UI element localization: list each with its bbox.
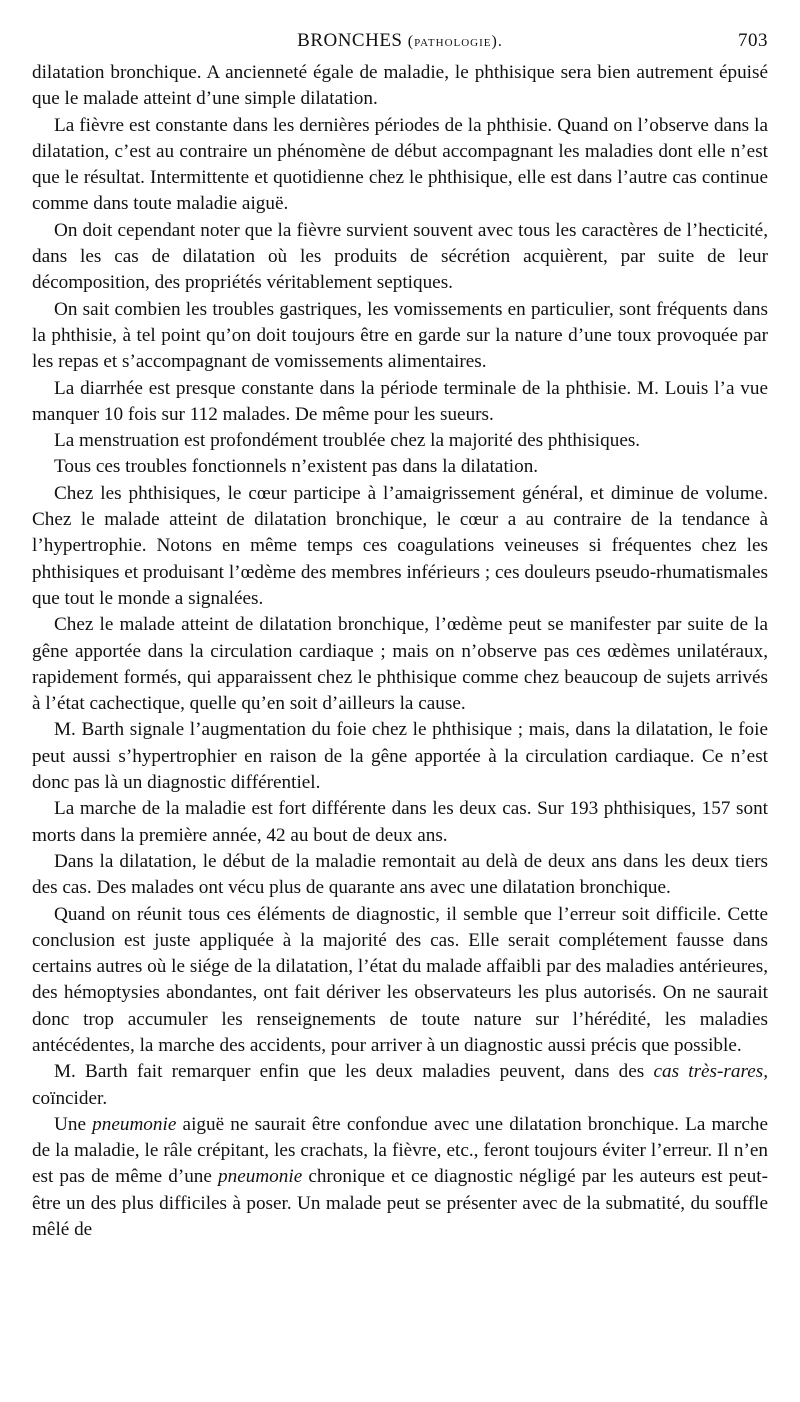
paragraph: Dans la dilatation, le début de la maladie remontait au delà de deux ans dans les deux tiers des cas. Des malades ont vécu plus de quarante ans avec une dilatation bronchique.: [32, 850, 768, 899]
paragraph-barth: [32, 1059, 768, 1112]
italic-run: pneumonie: [218, 1166, 303, 1188]
body-text: [32, 60, 768, 1243]
running-title: [32, 30, 768, 52]
paragraph: dilatation bronchique. A ancienneté égale de maladie, le phthisique sera bien autrement épuisé que le malade atteint d’une simple dilatation.: [32, 62, 768, 110]
paragraph: On doit cependant noter que la fièvre survient souvent avec tous les caractères de l’hecticité, dans les cas de dilatation où les produits de sécrétion acquièrent, par suite de leur décomposition, des propriétés véritablement septiques.: [32, 219, 768, 294]
text-run: coïncider.: [32, 1087, 108, 1109]
paragraph: La marche de la maladie est fort différente dans les deux cas. Sur 193 phthisiques, 157 sont morts dans la première année, 42 au bout de deux ans.: [32, 798, 768, 846]
paragraph: Tous ces troubles fonctionnels n’existent pas dans la dilatation.: [54, 456, 539, 478]
page: [32, 30, 768, 1243]
running-header: [32, 30, 768, 60]
paragraph: La fièvre est constante dans les dernières périodes de la phthisie. Quand on l’observe dans la dilatation, c’est au contraire un phénomène de début accompagnant les maladies dont elle n’est que le résultat. Intermittente et quotidienne chez le phthisique, elle est dans l’autre cas continue comme dans toute maladie aiguë.: [32, 114, 768, 215]
paragraph: M. Barth signale l’augmentation du foie chez le phthisique ; mais, dans la dilatation, le foie peut aussi s’hypertrophier en raison de la gêne apportée à la circulation cardiaque. Ce n’est donc pas là un diagnostic différentiel.: [32, 719, 768, 794]
running-title-main: BRONCHES: [297, 30, 403, 51]
page-number: 703: [738, 30, 768, 51]
paragraph: Chez les phthisiques, le cœur participe à l’amaigrissement général, et diminue de volume. Chez le malade atteint de dilatation bronchique, le cœur a au contraire de la tendance à l’hypertrophie. Notons en même temps ces coagulations veineuses si fréquentes chez les phthisiques et produisant l’œdème des membres inférieurs ; ces douleurs pseudo-rhumatismales que tout le monde a signalées.: [32, 482, 768, 609]
italic-run: pneumonie: [92, 1113, 177, 1135]
running-title-sub: (pathologie).: [407, 33, 503, 50]
paragraph: La diarrhée est presque constante dans la période terminale de la phthisie. M. Louis l’a vue manquer 10 fois sur 112 malades. De même pour les sueurs.: [32, 377, 768, 425]
text-run: chronique et ce diagnostic négligé par les auteurs est peut-être un des plus difficiles à poser. Un malade peut se présenter avec de la submatité, du souffle mêlé de: [32, 1166, 769, 1241]
paragraph: Chez le malade atteint de dilatation bronchique, l’œdème peut se manifester par suite de la gêne apportée dans la circulation cardiaque ; mais on n’observe pas ces œdèmes unilatéraux, rapidement formés, qui apparaissent chez le phthisique comme chez beaucoup de sujets arrivés à l’état cachectique, quelle qu’en soit d’ailleurs la cause.: [32, 614, 768, 715]
paragraph: La menstruation est profondément troublée chez la majorité des phthisiques.: [54, 430, 641, 452]
paragraph-pneumonie: [32, 1112, 768, 1243]
text-run: Une: [54, 1113, 86, 1135]
paragraph: On sait combien les troubles gastriques, les vomissements en particulier, sont fréquents dans la phthisie, à tel point qu’on doit toujours être en garde sur la nature d’une toux provoquée par les repas et s’accompagnant de vomissements alimentaires.: [32, 298, 768, 373]
italic-run: cas très-rares,: [653, 1061, 769, 1083]
text-run: aiguë ne saurait être confondue avec une dilatation bronchique. La marche de la maladie, le râle crépitant, les crachats, la fièvre, etc., feront toujours éviter l’erreur. Il n’en est pas de même d’une: [32, 1113, 769, 1188]
text-run: M. Barth fait remarquer enfin que les deux maladies peuvent, dans des: [54, 1061, 645, 1083]
paragraph: Quand on réunit tous ces éléments de diagnostic, il semble que l’erreur soit difficile. Cette conclusion est juste appliquée à la majorité des cas. Elle serait complétement fausse dans certains autres où le siége de la dilatation, l’état du malade affaibli par des maladies antérieures, des hémoptysies abondantes, ont fait dériver les observateurs les plus autorisés. On ne saurait donc trop accumuler les renseignements de toute nature sur l’hérédité, les maladies antécédentes, la marche des accidents, pour arriver à un diagnostic aussi précis que possible.: [32, 903, 768, 1056]
